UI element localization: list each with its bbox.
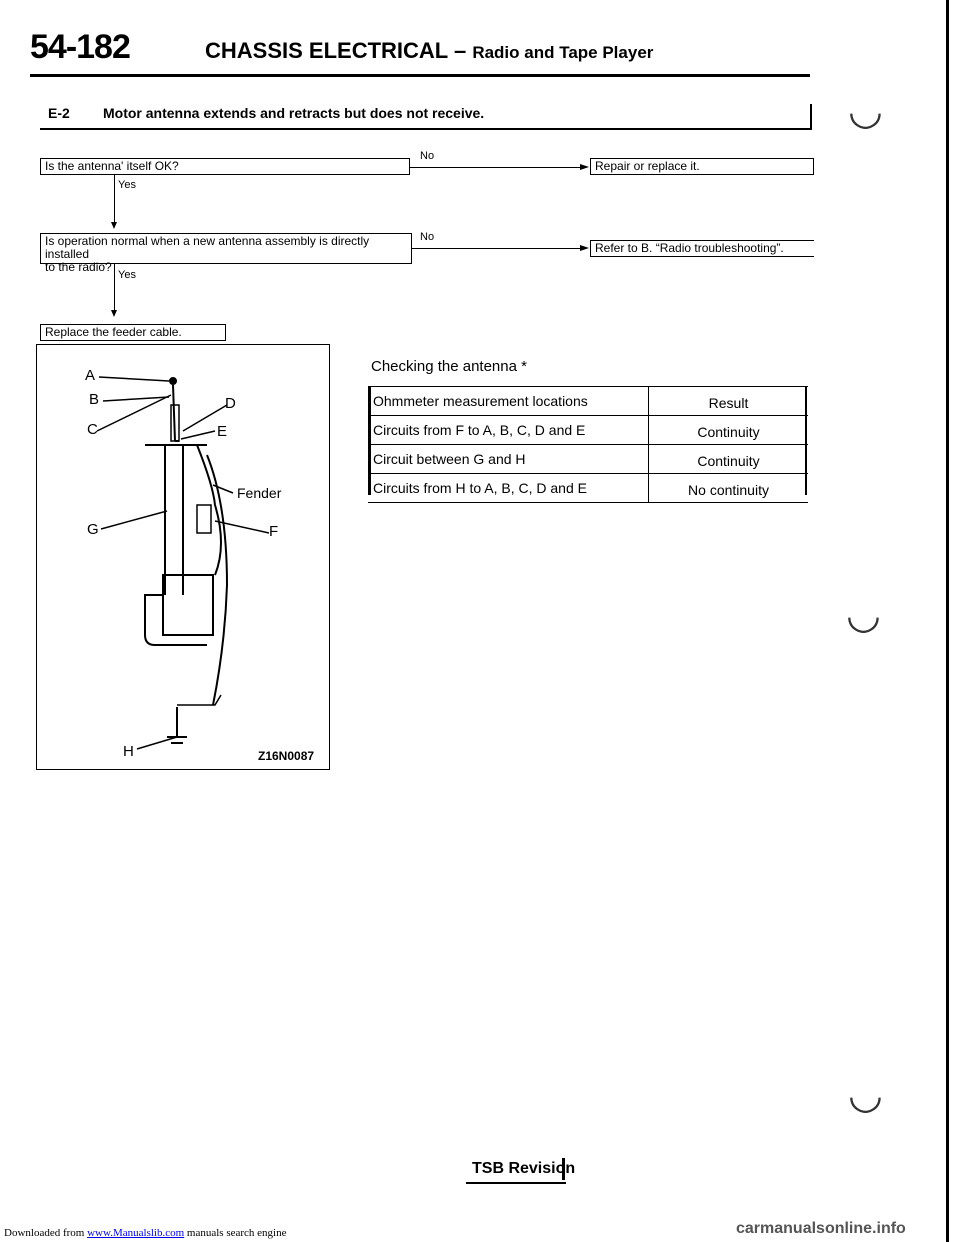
- title-dash: –: [447, 38, 473, 63]
- q1-no-label: No: [420, 150, 435, 162]
- ohmmeter-table: [368, 386, 808, 503]
- q2-no-line: [412, 248, 580, 249]
- subsection-title: Radio and Tape Player: [472, 43, 654, 62]
- page-title: [205, 38, 653, 64]
- table-row: [368, 445, 808, 474]
- q2-no-arrow: [580, 245, 589, 251]
- antenna-diagram: [37, 345, 329, 769]
- figure-id: Z16N0087: [258, 749, 315, 763]
- row-result: Continuity: [649, 445, 809, 474]
- tsb-revision: TSB Revision: [472, 1160, 576, 1177]
- question-2-line-2: to the radio?: [45, 260, 112, 274]
- table-row: [368, 416, 808, 445]
- header-result: Result: [649, 387, 809, 416]
- row-result: Continuity: [649, 416, 809, 445]
- label-h: H: [123, 743, 134, 760]
- label-g: G: [87, 521, 99, 538]
- final-action-box: [40, 324, 226, 341]
- manualslib-link[interactable]: www.Manualslib.com: [87, 1227, 185, 1239]
- check-title: Checking the antenna *: [371, 358, 527, 375]
- label-a: A: [85, 367, 96, 384]
- question-2-line-1: Is operation normal when a new antenna assembly is directly installed: [45, 234, 370, 261]
- watermark: carmanualsonline.info: [736, 1220, 906, 1237]
- label-e: E: [217, 423, 228, 440]
- q2-no-label: No: [420, 231, 435, 243]
- binding-mark-3: ◡: [848, 1073, 883, 1117]
- table-header-row: [368, 387, 808, 416]
- label-fender: Fender: [237, 485, 282, 501]
- row-location: Circuits from H to A, B, C, D and E: [368, 474, 649, 503]
- label-b: B: [89, 391, 100, 408]
- procedure-code: E-2: [48, 105, 70, 121]
- question-1-box: [40, 158, 410, 175]
- table-row: [368, 474, 808, 503]
- final-action-text: Replace the feeder cable.: [45, 325, 182, 339]
- q1-yes-label: Yes: [118, 179, 136, 191]
- binding-mark-2: ◡: [846, 593, 881, 637]
- page-number: 54-182: [30, 28, 130, 66]
- footer-suffix: manuals search engine: [184, 1227, 287, 1239]
- row-location: Circuit between G and H: [368, 445, 649, 474]
- footer-prefix: Downloaded from: [4, 1227, 88, 1239]
- label-c: C: [87, 421, 98, 438]
- footer: [4, 1227, 286, 1239]
- label-d: D: [225, 395, 236, 412]
- antenna-figure: [36, 344, 330, 770]
- q2-yes-label: Yes: [118, 269, 136, 281]
- right-margin-rule: [946, 0, 949, 1242]
- answer-1-text: Repair or replace it.: [595, 159, 700, 173]
- section-title: CHASSIS ELECTRICAL: [205, 38, 448, 63]
- answer-2-text: Refer to B. “Radio troubleshooting”.: [595, 241, 784, 255]
- procedure-title: Motor antenna extends and retracts but does not receive.: [103, 105, 485, 121]
- q2-yes-arrow: [111, 310, 117, 317]
- row-location: Circuits from F to A, B, C, D and E: [368, 416, 649, 445]
- q1-yes-line: [114, 175, 115, 222]
- q1-no-arrow: [580, 164, 589, 170]
- header-location: Ohmmeter measurement locations: [368, 387, 649, 416]
- label-f: F: [269, 523, 279, 540]
- q2-yes-line: [114, 264, 115, 310]
- row-result: No continuity: [649, 474, 809, 503]
- question-1-text: Is the antenna' itself OK?: [45, 159, 179, 173]
- question-2-box: [40, 233, 412, 274]
- q1-no-line: [410, 167, 580, 168]
- header-rule: [30, 74, 810, 77]
- answer-2-box: [590, 240, 814, 257]
- q1-yes-arrow: [111, 222, 117, 229]
- answer-1-box: [590, 158, 814, 175]
- binding-mark-1: ◡: [848, 89, 883, 133]
